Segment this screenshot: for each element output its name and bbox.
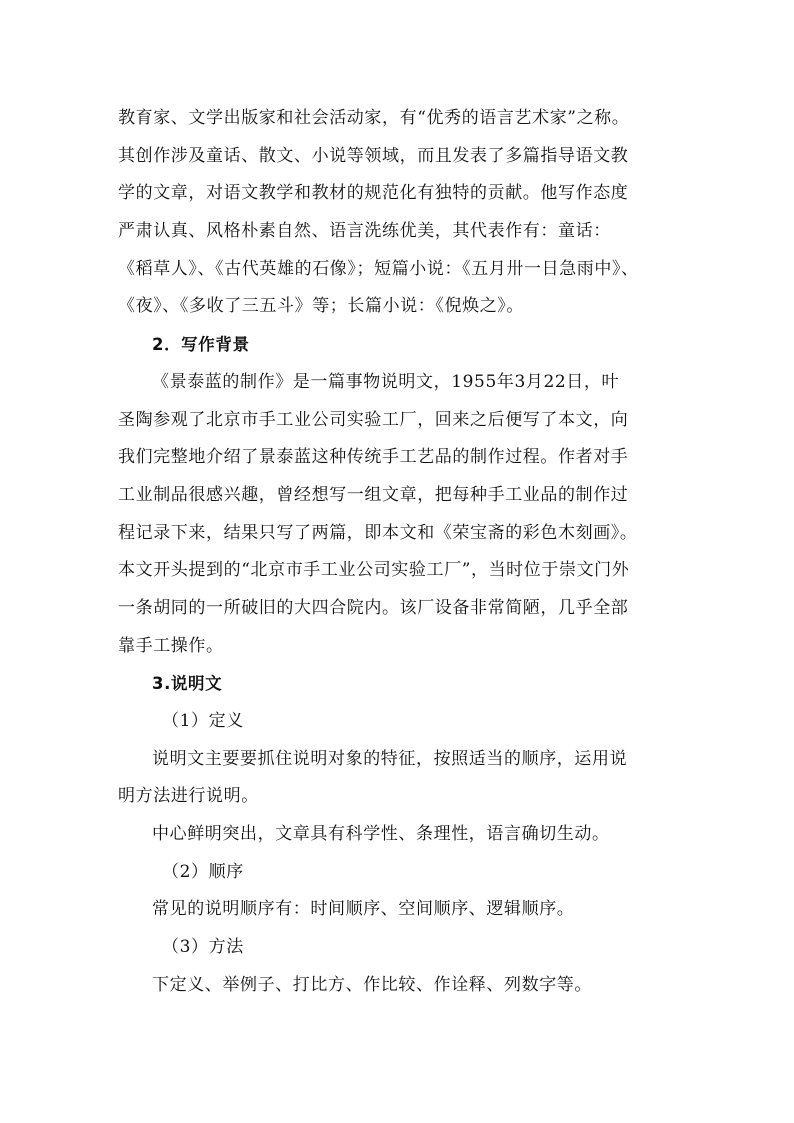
- paragraph-line: 其创作涉及童话、散文、小说等领域，而且发表了多篇指导语文教: [118, 145, 629, 166]
- document-body: [118, 100, 684, 1005]
- paragraph-line: 学的文章，对语文教学和教材的规范化有独特的贡献。他写作态度: [118, 183, 629, 204]
- paragraph-line: 教育家、文学出版家和社会活动家，有“优秀的语言艺术家”之称。: [118, 108, 630, 128]
- paragraph-line: 我们完整地介绍了景泰蓝这种传统手工艺品的制作过程。作者对手: [118, 447, 629, 468]
- paragraph-line: 靠手工操作。: [118, 635, 224, 656]
- paragraph-line: 说明文主要要抓住说明对象的特征，按照适当的顺序，运用说: [152, 748, 628, 769]
- subheading-order: （2）顺序: [162, 861, 244, 882]
- paragraph-line: 《景泰蓝的制作》是一篇事物说明文，1955年3月22日，叶: [152, 371, 620, 392]
- paragraph-line: 《稻草人》、《古代英雄的石像》；短篇小说：《五月卅一日急雨中》、: [118, 258, 639, 279]
- paragraph-line: 严肃认真、风格朴素自然、语言洗练优美，其代表作有：童话：: [118, 221, 611, 242]
- subheading-methods: （3）方法: [162, 937, 244, 958]
- paragraph-line: 常见的说明顺序有：时间顺序、空间顺序、逻辑顺序。: [152, 899, 575, 920]
- section-heading-writing-background: 2．写作背景: [152, 335, 250, 355]
- paragraph-line: 程记录下来，结果只写了两篇，即本文和《荣宝斋的彩色木刻画》。: [118, 522, 638, 543]
- paragraph-line: 明方法进行说明。: [118, 786, 259, 807]
- section-heading-expository-text: 3.说明文: [152, 674, 223, 694]
- paragraph-line: 下定义、举例子、打比方、作比较、作诠释、列数字等。: [152, 974, 592, 995]
- subheading-definition: （1）定义: [162, 711, 244, 731]
- paragraph-line: 工业制品很感兴趣，曾经想写一组文章，把每种手工业品的制作过: [118, 484, 629, 505]
- paragraph-line: 一条胡同的一所破旧的大四合院内。该厂设备非常简陋，几乎全部: [118, 597, 629, 618]
- paragraph-line: 圣陶参观了北京市手工业公司实验工厂，回来之后便写了本文，向: [118, 409, 629, 430]
- paragraph-line: 中心鲜明突出，文章具有科学性、条理性，语言确切生动。: [152, 824, 610, 845]
- paragraph-line: 本文开头提到的“北京市手工业公司实验工厂”，当时位于崇文门外: [118, 560, 630, 581]
- paragraph-line: 《夜》、《多收了三五斗》等；长篇小说：《倪焕之》。: [118, 296, 524, 317]
